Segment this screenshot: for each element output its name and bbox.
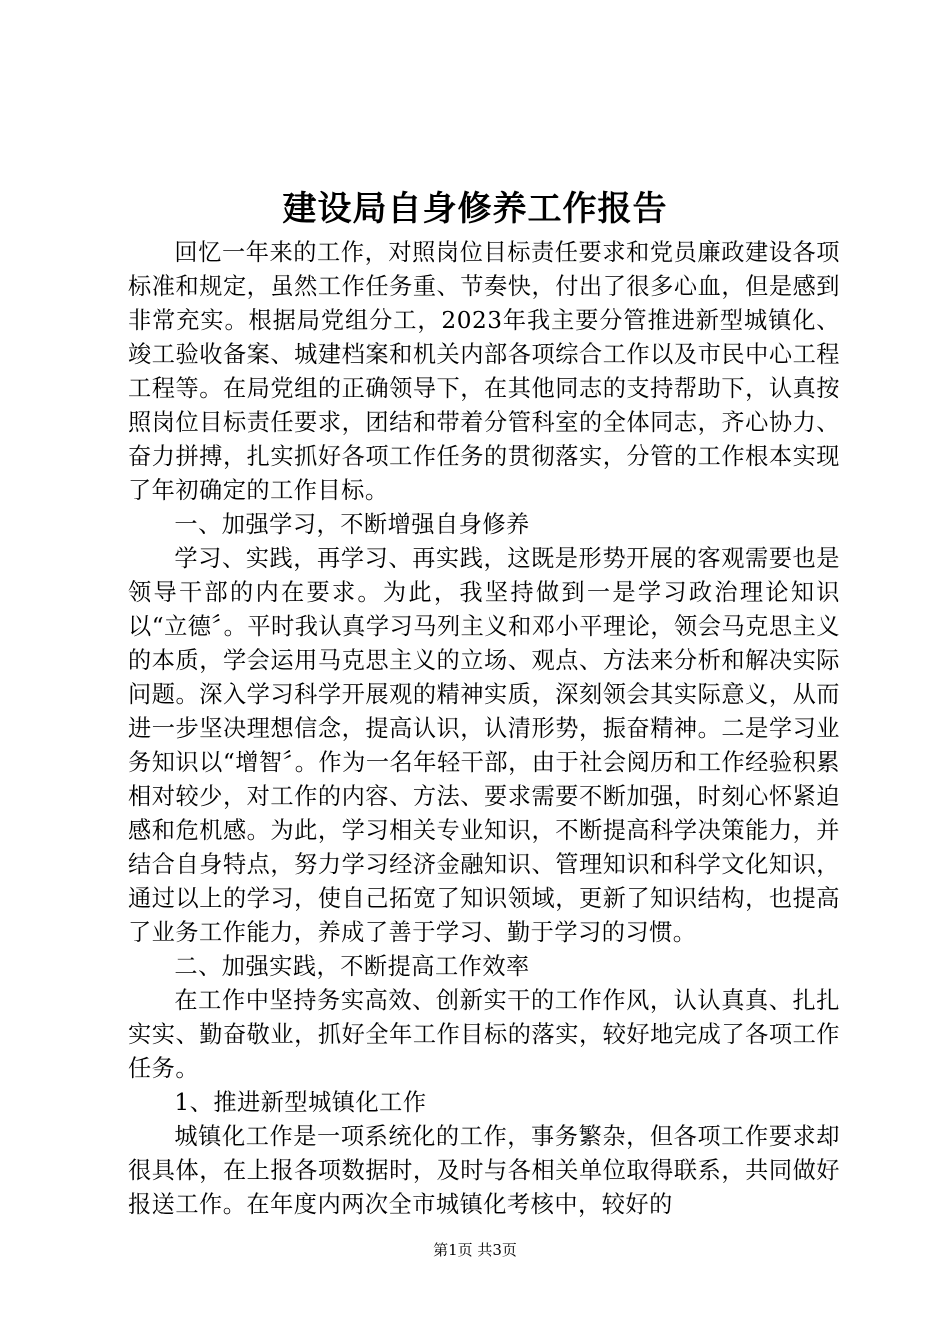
document-title: 建设局自身修养工作报告 [282, 189, 668, 229]
paragraph-intro: 回忆一年来的工作，对照岗位目标责任要求和党员廉政建设各项标准和规定，虽然工作任务重、节奏快，付出了很多心血，但是感到非常充实。根据局党组分工，2023年我主要分管推进新型城镇化、竣工验收备案、城建档案和机关内部各项综合工作以及市民中心工程工程等。在局党组的正确领导下，在其他同志的支持帮助下，认真按照岗位目标责任要求，团结和带着分管科室的全体同志，齐心协力、奋力拼搏，扎实抓好各项工作任务的贯彻落实，分管的工作根本实现了年初确定的工作目标。 [128, 239, 840, 504]
paragraph-practice: 在工作中坚持务实高效、创新实干的工作作风，认认真真、扎扎实实、勤奋敬业，抓好全年工作目标的落实，较好地完成了各项工作任务。 [128, 987, 840, 1082]
section-heading-1: 一、加强学习，不断增强自身修养 [174, 511, 530, 538]
page-footer: 第1页 共3页 [433, 1241, 517, 1259]
document-body [128, 236, 840, 1222]
section-heading-2: 二、加强实践，不断提高工作效率 [174, 953, 530, 980]
paragraph-urbanization: 城镇化工作是一项系统化的工作，事务繁杂，但各项工作要求却很具体，在上报各项数据时，及时与各相关单位取得联系，共同做好报送工作。在年度内两次全市城镇化考核中，较好的 [128, 1123, 840, 1218]
paragraph-study: 学习、实践，再学习、再实践，这既是形势开展的客观需要也是领导干部的内在要求。为此，我坚持做到一是学习政治理论知识以“立德〞。平时我认真学习马列主义和邓小平理论，领会马克思主义的本质，学会运用马克思主义的立场、观点、方法来分析和解决实际问题。深入学习科学开展观的精神实质，深刻领会其实际意义，从而进一步坚决理想信念，提高认识，认清形势，振奋精神。二是学习业务知识以“增智〞。作为一名年轻干部，由于社会阅历和工作经验积累相对较少，对工作的内容、方法、要求需要不断加强，时刻心怀紧迫感和危机感。为此，学习相关专业知识，不断提高科学决策能力，并结合自身特点，努力学习经济金融知识、管理知识和科学文化知识，通过以上的学习，使自己拓宽了知识领域，更新了知识结构，也提高了业务工作能力，养成了善于学习、勤于学习的习惯。 [128, 545, 840, 946]
subsection-heading-1: 1、推进新型城镇化工作 [174, 1089, 427, 1116]
